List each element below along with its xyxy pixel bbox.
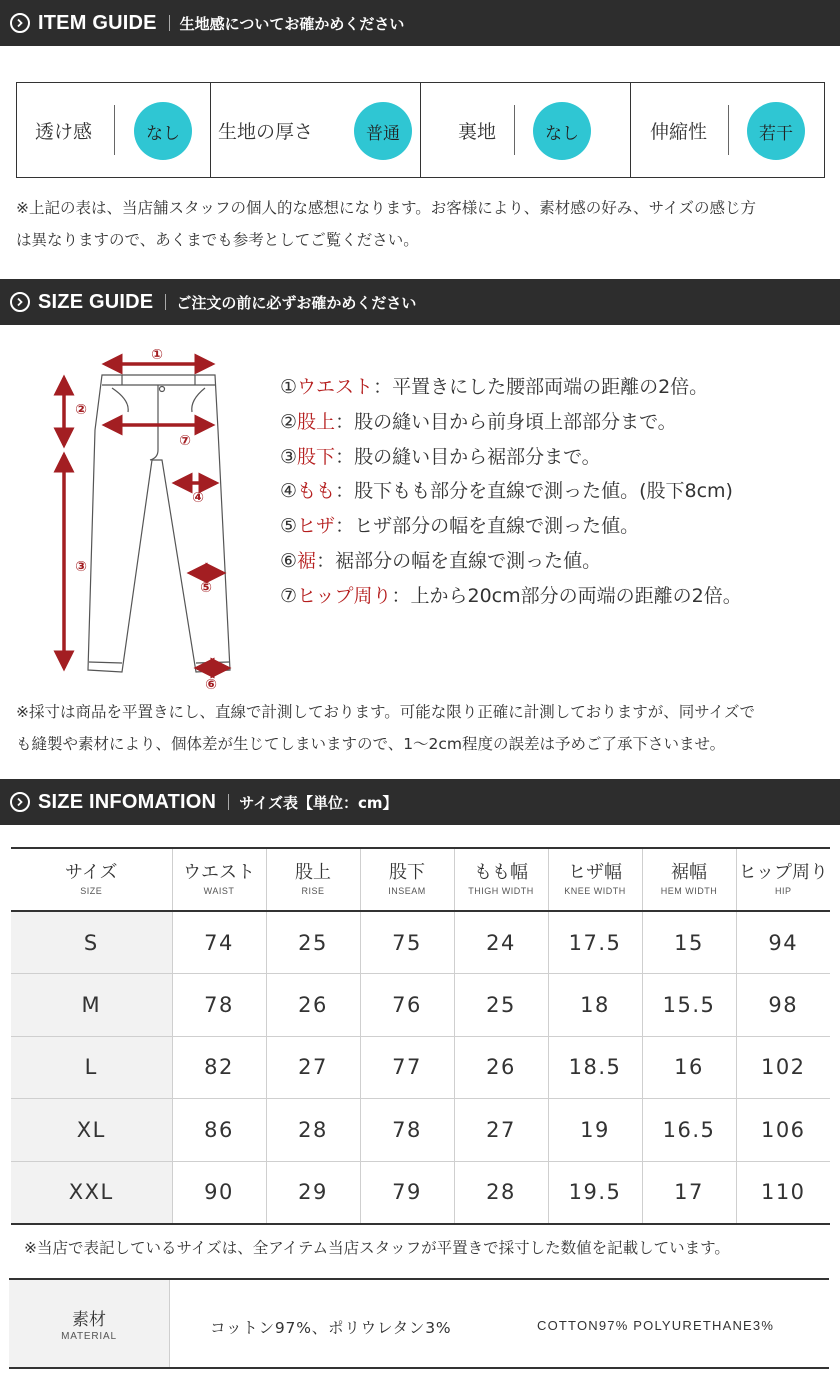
chevron-right-circle-icon [10,13,30,33]
table-row [11,911,830,974]
marker-4: ④ [192,490,204,506]
desc-text: ：股下もも部分を直線で測った値。(股下8cm) [335,480,733,503]
desc-num: ⑥ [280,549,298,572]
table-row [11,1036,830,1099]
desc-term: ウエスト [297,376,374,398]
desc-num: ① [280,376,298,398]
guide-cell-stretch [631,83,824,177]
item-guide-subtitle: 生地感についてお確かめください [179,14,405,33]
desc-text: ：股の縫い目から前身頃上部部分まで。 [335,410,677,433]
cell: 16.5 [642,1099,736,1162]
desc-num: ④ [280,480,298,503]
cell: 27 [454,1099,548,1162]
cell: 19 [548,1099,642,1162]
guide-label: 生地の厚さ [218,120,314,143]
size-info-title: SIZE INFOMATION [38,790,217,813]
desc-term: 裾 [297,549,317,572]
cell: 17.5 [548,911,642,974]
cell: 17 [642,1161,736,1224]
cell: 24 [454,911,548,974]
marker-5: ⑤ [200,580,212,596]
marker-3: ③ [75,559,87,575]
guide-label: 伸縮性 [650,120,708,143]
desc-term: ヒップ周り [297,584,392,607]
size-info-subtitle: サイズ表【単位：cm】 [239,793,398,812]
cell: 78 [360,1099,454,1162]
col-hem: 裾幅 HEM WIDTH [642,848,736,911]
size-guide-subtitle: ご注文の前に必ずお確かめください [176,293,417,312]
cell-size: L [11,1036,172,1099]
desc-row [280,509,742,544]
size-table-note: ※当店で表記しているサイズは、全アイテム当店スタッフが平置きで採寸した数値を記載しています。 [24,1239,730,1257]
size-info-header [0,779,840,825]
guide-divider [114,105,115,155]
cell: 86 [172,1099,266,1162]
cell: 29 [266,1161,360,1224]
marker-1: ① [151,347,163,363]
cell: 110 [736,1161,830,1224]
cell: 75 [360,911,454,974]
col-rise: 股上 RISE [266,848,360,911]
cell: 79 [360,1161,454,1224]
cell: 77 [360,1036,454,1099]
desc-term: もも [297,480,336,503]
marker-2: ② [75,402,87,418]
cell: 82 [172,1036,266,1099]
desc-row [280,440,742,475]
desc-row [280,474,742,509]
item-guide-note [16,192,756,256]
material-value-en: COTTON97% POLYURETHANE3% [537,1318,775,1333]
cell: 16 [642,1036,736,1099]
desc-text: ：ヒザ部分の幅を直線で測った値。 [335,515,640,538]
desc-row [280,370,742,405]
size-guide-header [0,279,840,325]
guide-label: 裏地 [458,120,497,143]
guide-divider [514,105,515,155]
desc-text: ：股の縫い目から裾部分まで。 [335,445,601,468]
item-guide-header [0,0,840,46]
cell: 26 [454,1036,548,1099]
cell: 15.5 [642,974,736,1037]
marker-6: ⑥ [205,677,217,693]
size-guide-title: SIZE GUIDE [38,290,154,313]
cell-size: XL [11,1099,172,1162]
material-value-jp: コットン97%、ポリウレタン3% [210,1319,452,1337]
desc-num: ② [280,410,298,433]
desc-text: ：上から20cm部分の両端の距離の2倍。 [391,584,742,607]
table-row [11,1099,830,1162]
header-divider [169,15,170,31]
cell: 18 [548,974,642,1037]
note-line: も縫製や素材により、個体差が生じてしまいますので、1〜2cm程度の誤差は予めご了承下さいませ。 [16,735,726,753]
cell: 27 [266,1036,360,1099]
material-label [9,1280,170,1367]
material-label-jp: 素材 [72,1310,106,1330]
cell-size: XXL [11,1161,172,1224]
chevron-right-circle-icon [10,292,30,312]
desc-row [280,405,742,440]
cell: 106 [736,1099,830,1162]
guide-label: 透け感 [35,120,93,143]
col-inseam: 股下 INSEAM [360,848,454,911]
col-waist: ウエスト WAIST [172,848,266,911]
guide-badge: 若干 [747,102,805,160]
pants-diagram [50,340,250,695]
desc-term: 股下 [297,445,336,468]
chevron-right-circle-icon [10,792,30,812]
desc-num: ⑦ [280,584,298,607]
item-guide-table [16,82,825,178]
desc-term: 股上 [297,410,336,433]
material-label-en: MATERIAL [61,1331,117,1342]
header-divider [165,294,166,310]
cell: 26 [266,974,360,1037]
guide-cell-lining [421,83,631,177]
col-knee: ヒザ幅 KNEE WIDTH [548,848,642,911]
guide-divider [728,105,729,155]
cell: 28 [454,1161,548,1224]
desc-num: ③ [280,445,298,468]
cell: 18.5 [548,1036,642,1099]
desc-row [280,544,742,579]
table-header-row [11,848,830,911]
note-line: ※採寸は商品を平置きにし、直線で計測しております。可能な限り正確に計測しておりますが、同サイズで [16,703,756,721]
cell: 90 [172,1161,266,1224]
cell: 25 [454,974,548,1037]
cell: 74 [172,911,266,974]
cell: 19.5 [548,1161,642,1224]
material-row [9,1278,829,1369]
guide-badge: なし [533,102,591,160]
guide-badge: 普通 [354,102,412,160]
cell: 98 [736,974,830,1037]
guide-badge: なし [134,102,192,160]
col-thigh: もも幅 THIGH WIDTH [454,848,548,911]
size-guide-note [16,696,755,760]
cell: 15 [642,911,736,974]
note-line: ※上記の表は、当店舗スタッフの個人的な感想になります。お客様により、素材感の好み、サイズの感じ方 [16,199,756,217]
desc-text: ：平置きにした腰部両端の距離の2倍。 [373,376,709,398]
item-guide-title: ITEM GUIDE [38,11,157,34]
table-row [11,974,830,1037]
note-line: は異なりますので、あくまでも参考としてご覧ください。 [16,231,419,249]
guide-cell-thickness [211,83,421,177]
guide-cell-transparency [17,83,211,177]
size-table [11,847,830,1225]
cell-size: M [11,974,172,1037]
col-hip: ヒップ周り HIP [736,848,830,911]
desc-text: ：裾部分の幅を直線で測った値。 [316,549,602,572]
cell: 28 [266,1099,360,1162]
header-divider [228,794,229,810]
cell: 102 [736,1036,830,1099]
cell: 25 [266,911,360,974]
desc-row [280,579,742,614]
size-guide-descriptions [280,370,742,614]
col-size: サイズ SIZE [64,861,118,896]
cell-size: S [11,911,172,974]
desc-term: ヒザ [297,515,336,538]
pants-outline [88,375,230,672]
cell: 78 [172,974,266,1037]
desc-num: ⑤ [280,515,298,538]
marker-7: ⑦ [179,433,191,449]
table-row [11,1161,830,1224]
cell: 94 [736,911,830,974]
cell: 76 [360,974,454,1037]
